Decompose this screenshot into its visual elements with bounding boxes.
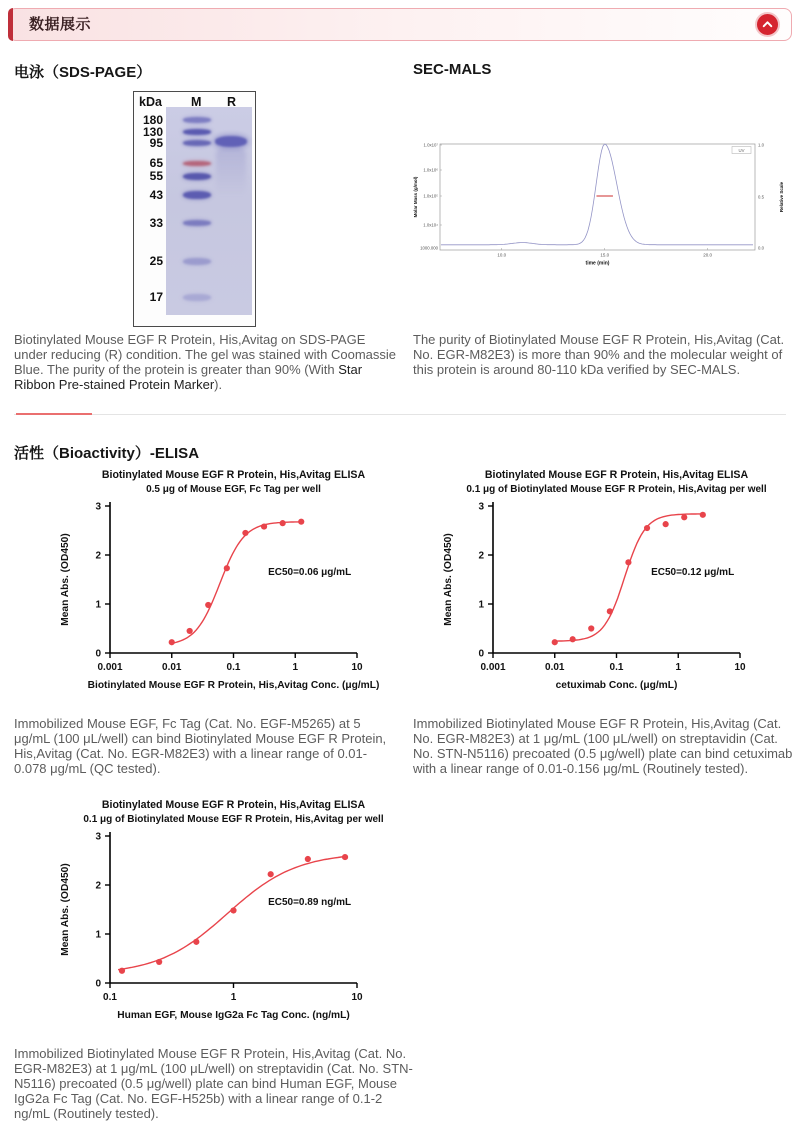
elisa-chart-1 (55, 466, 385, 698)
gel-sample-band (215, 136, 247, 147)
y-tick-label: 1 (95, 929, 101, 941)
gel-marker-band (183, 117, 211, 123)
data-point (700, 512, 706, 518)
gel-marker-band (183, 173, 211, 180)
chart-subtitle: 0.1 μg of Biotinylated Mouse EGF R Protein, His,Avitag per well (83, 814, 384, 825)
y-tick-label: 2 (95, 880, 101, 892)
y-axis-label-right: Relative Scale (779, 181, 784, 213)
data-point (193, 939, 199, 945)
data-point (305, 856, 311, 862)
gel-marker-band (183, 140, 211, 146)
data-display-panel-header (8, 8, 792, 41)
y-tick-label: 0 (478, 648, 484, 660)
x-tick-label: 15.0 (600, 252, 610, 258)
elisa-caption-1: Immobilized Mouse EGF, Fc Tag (Cat. No. EGF-M5265) at 5 μg/mL (100 μL/well) can bind Biotinylated Mouse EGF R Protein, His,Avitag (Cat. No. EGR-M82E3) with a linear range of 0.01-0.078 μg/mL (QC tested). (14, 716, 387, 776)
data-point (230, 907, 236, 913)
gel-lane-label-m: M (191, 95, 202, 109)
y-tick-label: 0 (95, 648, 101, 660)
sec-mals-svg (410, 130, 790, 270)
chart-subtitle: 0.1 μg of Biotinylated Mouse EGF R Protein, His,Avitag per well (466, 484, 767, 495)
marker-product-name: Star Ribbon Pre-stained Protein Marker (14, 362, 363, 392)
data-point (552, 639, 558, 645)
ec50-annotation: EC50=0.06 μg/mL (268, 567, 352, 579)
accent-bar (8, 8, 13, 41)
left-tick-label: 1.0x10⁶ (423, 167, 438, 173)
x-tick-label: 10.0 (497, 252, 507, 258)
x-tick-label: 0.01 (545, 662, 565, 673)
sec-mals-chart (410, 130, 790, 270)
data-point (570, 636, 576, 642)
plot-box (440, 144, 755, 250)
x-tick-label: 1 (230, 992, 237, 1003)
y-tick-label: 2 (95, 550, 101, 562)
y-axis-label: Mean Abs. (OD450) (443, 533, 454, 626)
chart-subtitle: 0.5 μg of Mouse EGF, Fc Tag per well (146, 484, 321, 495)
right-tick-label: 1.0 (758, 142, 764, 148)
x-axis-label: Human EGF, Mouse IgG2a Fc Tag Conc. (ng/mL) (117, 1010, 350, 1021)
gel-marker-label: 130 (142, 125, 163, 139)
data-point (268, 871, 274, 877)
elisa-chart-3 (55, 796, 385, 1028)
gel-marker-label: 43 (149, 188, 163, 202)
data-point (224, 565, 230, 571)
x-axis-label: cetuximab Conc. (μg/mL) (555, 680, 678, 691)
chart-title: Biotinylated Mouse EGF R Protein, His,Avitag ELISA (484, 469, 749, 481)
x-tick-label: 0.001 (97, 662, 123, 673)
data-point (588, 625, 594, 631)
left-tick-label: 1.0x10⁴ (423, 222, 438, 228)
x-tick-label: 10 (734, 662, 746, 673)
data-point (169, 639, 175, 645)
data-point (242, 530, 248, 536)
sec-mals-caption: The purity of Biotinylated Mouse EGF R Protein, His,Avitag (Cat. No. EGR-M82E3) is more than 90% and the molecular weight of this protein is around 80-110 kDa verified by SEC-MALS. (413, 332, 785, 377)
data-point (663, 521, 669, 527)
left-tick-label: 1.0x10⁷ (423, 142, 438, 148)
heading-bioactivity: 活性（Bioactivity）-ELISA (14, 445, 200, 462)
panel-title: 数据展示 (29, 16, 92, 33)
right-tick-label: 0.5 (758, 194, 764, 200)
x-axis-label: time (min) (585, 260, 610, 267)
gel-marker-label: 33 (149, 216, 163, 230)
chart-title: Biotinylated Mouse EGF R Protein, His,Avitag ELISA (101, 469, 366, 481)
y-tick-label: 0 (95, 978, 101, 990)
legend-label: UV (738, 147, 745, 153)
heading-sds-page: 电泳（SDS-PAGE） (14, 64, 152, 81)
y-tick-label: 1 (95, 599, 101, 611)
ec50-annotation: EC50=0.12 μg/mL (651, 567, 735, 579)
data-point (681, 514, 687, 520)
ec50-annotation: EC50=0.89 ng/mL (268, 897, 352, 909)
x-tick-label: 0.1 (226, 662, 241, 673)
gel-marker-band (183, 191, 211, 199)
elisa-caption-3: Immobilized Biotinylated Mouse EGF R Protein, His,Avitag (Cat. No. EGR-M82E3) at 1 μg/mL (100 μL/well) on streptavidin (Cat. No. STN-N5116) precoated (0.5 μg/well) plate can bind Human EGF, Mouse IgG2a Fc Tag (Cat. No. EGF-H525b) with a linear range of 0.1-2 ng/mL (Routinely tested). (14, 1046, 413, 1121)
data-point (342, 854, 348, 860)
x-tick-label: 10 (351, 662, 363, 673)
heading-sec-mals: SEC-MALS (413, 61, 492, 78)
y-tick-label: 2 (478, 550, 484, 562)
gel-marker-label: 55 (149, 169, 163, 183)
y-axis-label: Mean Abs. (OD450) (60, 533, 71, 626)
chart-title: Biotinylated Mouse EGF R Protein, His,Avitag ELISA (101, 799, 366, 811)
gel-marker-label: 95 (149, 136, 163, 150)
x-axis-label: Biotinylated Mouse EGF R Protein, His,Avitag Conc. (μg/mL) (87, 680, 380, 691)
y-axis-label: Mean Abs. (OD450) (60, 863, 71, 956)
data-point (625, 559, 631, 565)
sds-page-gel-figure (133, 91, 256, 327)
gel-marker-band (183, 129, 211, 135)
y-tick-label: 3 (95, 831, 101, 843)
data-point (298, 519, 304, 525)
x-tick-label: 0.001 (480, 662, 506, 673)
x-tick-label: 1 (292, 662, 299, 673)
data-point (119, 968, 125, 974)
x-tick-label: 1 (675, 662, 682, 673)
gel-marker-band (183, 294, 211, 301)
section-divider (14, 414, 786, 415)
elisa_1-svg (55, 466, 385, 698)
gel-marker-label: 25 (149, 254, 163, 268)
data-point (280, 520, 286, 526)
x-tick-label: 0.1 (609, 662, 624, 673)
gel-marker-label: 180 (142, 113, 163, 127)
elisa-chart-2 (438, 466, 768, 698)
chevron-up-icon (761, 18, 774, 31)
left-tick-label: 1.0x10⁵ (423, 193, 438, 199)
data-point (156, 959, 162, 965)
sds-caption-text: Biotinylated Mouse EGF R Protein, His,Avitag on SDS-PAGE under reducing (R) condition. The gel was stained with Coomassie Blue. The purity of the protein is greater than 90% (With (14, 332, 397, 377)
sds-page-caption (14, 332, 398, 392)
gel-marker-label: 17 (149, 290, 163, 304)
uv-trace (441, 144, 753, 245)
sds-caption-end: ). (214, 377, 223, 392)
data-point (644, 525, 650, 531)
elisa_3-svg (55, 796, 385, 1028)
gel-marker-band (183, 220, 211, 226)
collapse-button[interactable] (755, 12, 780, 37)
elisa-caption-2: Immobilized Biotinylated Mouse EGF R Protein, His,Avitag (Cat. No. EGR-M82E3) at 1 μg/mL (100 μL/well) on streptavidin (Cat. No. STN-N5116) precoated (0.5 μg/well) plate can bind cetuximab with a linear range of 0.01-0.156 μg/mL (Routinely tested). (413, 716, 793, 776)
gel-lane-label-r: R (227, 95, 237, 109)
data-point (205, 602, 211, 608)
gel-sample-smear (216, 148, 246, 196)
x-tick-label: 20.0 (703, 252, 713, 258)
fit-curve (170, 522, 303, 644)
data-point (607, 608, 613, 614)
right-tick-label: 0.0 (758, 245, 764, 251)
y-tick-label: 3 (95, 501, 101, 513)
left-tick-label: 1000.000 (420, 245, 438, 251)
gel-marker-band (183, 161, 211, 166)
data-point (187, 628, 193, 634)
data-point (261, 523, 267, 529)
gel-unit-label: kDa (139, 95, 162, 109)
y-axis-label-left: Molar Mass (g/mol) (413, 176, 418, 218)
gel-marker-band (183, 258, 211, 265)
elisa_2-svg (438, 466, 768, 698)
gel-marker-label: 65 (149, 156, 163, 170)
x-tick-label: 10 (351, 992, 363, 1003)
x-tick-label: 0.01 (162, 662, 182, 673)
x-tick-label: 0.1 (103, 992, 117, 1003)
y-tick-label: 1 (478, 599, 484, 611)
section-divider-accent (16, 413, 92, 415)
y-tick-label: 3 (478, 501, 484, 513)
